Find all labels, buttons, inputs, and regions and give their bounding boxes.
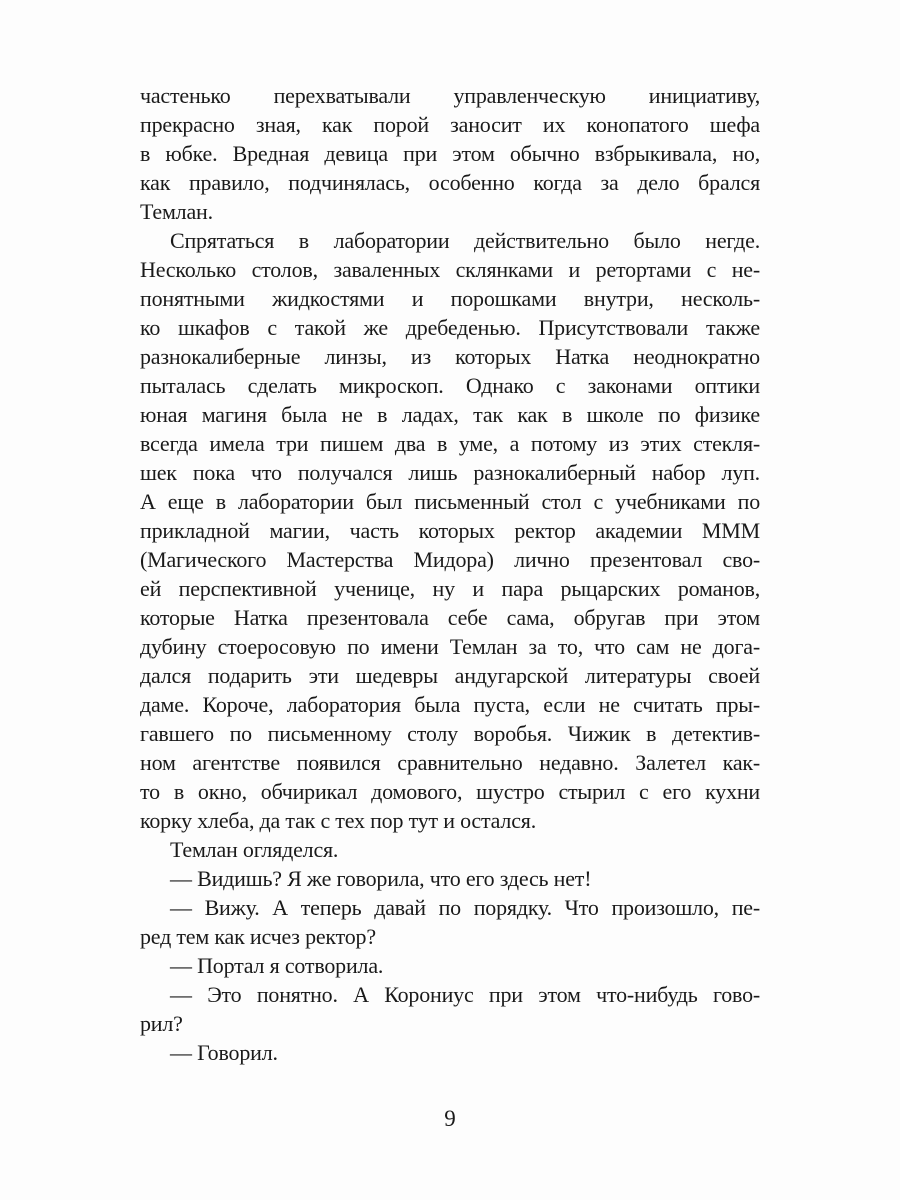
text-line: — Видишь? Я же говорила, что его здесь нет!: [170, 866, 592, 891]
text-line: дубину стоеросовую по имени Темлан за то, что сам не дога-: [140, 634, 760, 659]
text-line: корку хлеба, да так с тех пор тут и остался.: [140, 808, 536, 833]
text-line: пыталась сделать микроскоп. Однако с законами оптики: [140, 373, 760, 398]
page-text-block: [140, 81, 760, 1067]
text-line: Спрятаться в лаборатории действительно было негде.: [170, 228, 760, 253]
text-line: прикладной магии, часть которых ректор академии МММ: [140, 518, 760, 543]
text-line: — Портал я сотворила.: [170, 953, 384, 978]
text-line: как правило, подчинялась, особенно когда за дело брался: [140, 170, 760, 195]
text-line: в юбке. Вредная девица при этом обычно взбрыкивала, но,: [140, 141, 760, 166]
text-line: которые Натка презентовала себе сама, обругав при этом: [140, 605, 760, 630]
page-number: 9: [444, 1106, 456, 1131]
text-line: разнокалиберные линзы, из которых Натка неоднократно: [140, 344, 760, 369]
text-line: ном агентстве появился сравнительно недавно. Залетел как-: [140, 750, 760, 775]
text-line: Темлан огляделся.: [170, 837, 339, 862]
text-line: А еще в лаборатории был письменный стол с учебниками по: [140, 489, 760, 514]
text-line: всегда имела три пишем два в уме, а потому из этих стекля-: [140, 431, 760, 456]
text-line: прекрасно зная, как порой заносит их конопатого шефа: [140, 112, 760, 137]
text-line: понятными жидкостями и порошками внутри, несколь-: [140, 286, 760, 311]
text-line: ред тем как исчез ректор?: [140, 924, 376, 949]
text-line: юная магиня была не в ладах, так как в школе по физике: [140, 402, 760, 427]
text-line: шек пока что получался лишь разнокалиберный набор луп.: [140, 460, 760, 485]
text-line: ко шкафов с такой же дребеденью. Присутствовали также: [140, 315, 760, 340]
text-line: ей перспективной ученице, ну и пара рыцарских романов,: [140, 576, 760, 601]
text-line: Темлан.: [140, 199, 213, 224]
text-line: то в окно, обчирикал домового, шустро стырил с его кухни: [140, 779, 760, 804]
text-line: гавшего по письменному столу воробья. Чижик в детектив-: [140, 721, 760, 746]
text-line: Несколько столов, заваленных склянками и ретортами с не-: [140, 257, 760, 282]
text-line: — Это понятно. А Корониус при этом что-нибудь гово-: [170, 982, 760, 1007]
text-line: частенько перехватывали управленческую инициативу,: [140, 83, 760, 108]
text-line: даме. Короче, лаборатория была пуста, если не считать пры-: [140, 692, 760, 717]
text-line: — Вижу. А теперь давай по порядку. Что произошло, пе-: [170, 895, 760, 920]
text-line: дался подарить эти шедевры андугарской литературы своей: [140, 663, 760, 688]
text-line: рил?: [140, 1011, 183, 1036]
text-line: — Говорил.: [170, 1040, 278, 1065]
text-line: (Магического Мастерства Мидора) лично презентовал сво-: [140, 547, 760, 572]
